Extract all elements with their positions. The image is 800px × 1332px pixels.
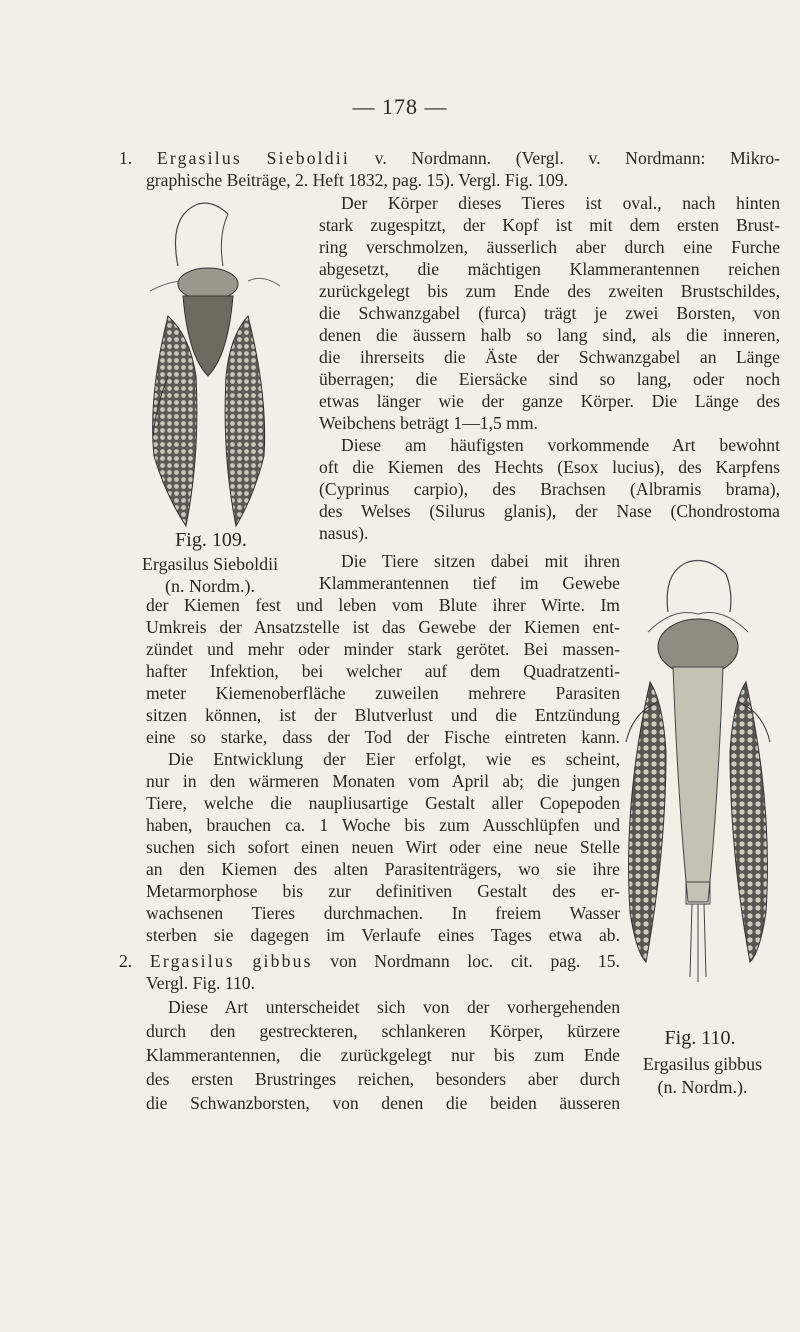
entry1-p2-line: des Welses (Silurus glanis), der Nase (Chondrostoma	[319, 501, 780, 521]
entry1-p3-line: sitzen können, ist der Blutverlust und die Entzündung	[146, 705, 620, 725]
entry1-heading-line2: graphische Beiträge, 2. Heft 1832, pag. 15). Vergl. Fig. 109.	[146, 170, 569, 190]
entry1-p1-line: etwas länger wie der ganze Körper. Die Länge des	[319, 391, 780, 411]
entry1-p4-line: Tiere, welche die naupliusartige Gestalt aller Copepoden	[146, 793, 620, 813]
entry1-p4-line: nur in den wärmeren Monaten vom April ab; die jungen	[146, 771, 620, 791]
entry1-p3-line: Umkreis der Ansatzstelle ist das Gewebe der Kiemen ent-	[146, 617, 620, 637]
entry1-p4-line: Die Entwicklung der Eier erfolgt, wie es scheint,	[168, 749, 620, 769]
entry2-heading-line1	[119, 950, 620, 972]
entry2-p1-line: des ersten Brustringes reichen, besonders aber durch	[146, 1069, 620, 1089]
entry1-p1-line: die Schwanzgabel (furca) trägt je zwei Borsten, von	[319, 303, 780, 323]
entry2-genus: Ergasilus	[149, 951, 235, 971]
entry1-p3-line: der Kiemen fest und leben vom Blute ihrer Wirte. Im	[146, 595, 620, 615]
entry2-number: 2.	[119, 951, 133, 971]
entry1-p4-line: suchen sich sofort einen neuen Wirt oder eine neue Stelle	[146, 837, 620, 857]
entry1-p2-line: Diese am häufigsten vorkommende Art bewohnt	[341, 435, 780, 455]
entry1-p1-line: Weibchens beträgt 1—1,5 mm.	[319, 413, 538, 433]
entry1-p3-line: meter Kiemenoberfläche zuweilen mehrere Parasiten	[146, 683, 620, 703]
entry1-genus: Ergasilus	[156, 148, 242, 168]
entry1-p1-line: Der Körper dieses Tieres ist oval., nach hinten	[341, 193, 780, 213]
entry1-p1-line: überragen; die Eiersäcke sind so lang, oder noch	[319, 369, 780, 389]
fig109-caption-author: (n. Nordm.).	[165, 576, 255, 596]
fig110-copepod-illustration	[618, 552, 776, 1032]
fig110-caption-species: Ergasilus gibbus	[642, 1054, 763, 1074]
entry1-p4-line: wachsenen Tieres durchmachen. In freiem Wasser	[146, 903, 620, 923]
entry1-number: 1.	[119, 148, 133, 168]
entry2-p1-line: die Schwanzborsten, von denen die beiden äusseren	[146, 1093, 620, 1113]
entry2-p1-line: Diese Art unterscheidet sich von der vorhergehenden	[168, 997, 620, 1017]
entry1-p2-line: (Cyprinus carpio), des Brachsen (Albramis brama),	[319, 479, 780, 499]
entry1-p3-line: eine so starke, dass der Tod der Fische eintreten kann.	[146, 727, 620, 747]
entry1-p4-line: an den Kiemen des alten Parasitenträgers, wo sie ihre	[146, 859, 620, 879]
entry1-p3-line: Klammerantennen tief im Gewebe	[319, 573, 620, 593]
page-number: — 178 —	[352, 94, 448, 119]
entry1-p3-line: zündet und mehr oder minder stark gerötet. Bei massen-	[146, 639, 620, 659]
entry1-p3-line: Die Tiere sitzen dabei mit ihren	[341, 551, 620, 571]
entry1-heading-line1	[119, 147, 780, 169]
entry1-p4-line: haben, brauchen ca. 1 Woche bis zum Ausschlüpfen und	[146, 815, 620, 835]
entry1-p1-line: die ihrerseits die Äste der Schwanzgabel an Länge	[319, 347, 780, 367]
entry1-p1-line: denen die äussern halb so lang sind, als die inneren,	[319, 325, 780, 345]
entry1-p1-line: stark zugespitzt, der Kopf ist mit dem ersten Brust-	[319, 215, 780, 235]
entry1-p1-line: abgesetzt, die mächtigen Klammerantennen reichen	[319, 259, 780, 279]
entry1-p2-line: oft die Kiemen des Hechts (Esox lucius), des Karpfens	[319, 457, 780, 477]
fig110-caption-author: (n. Nordm.).	[657, 1077, 748, 1097]
fig109-label: Fig. 109.	[175, 529, 247, 551]
fig109-caption-species: Ergasilus Sieboldii	[141, 554, 279, 574]
entry2-reference: von Nordmann loc. cit. pag. 15.	[330, 951, 620, 971]
entry2-heading-line2: Vergl. Fig. 110.	[146, 973, 255, 993]
entry1-p4-line: sterben sie dagegen im Verlaufe eines Tages etwa ab.	[146, 925, 620, 945]
entry2-p1-line: Klammerantennen, die zurückgelegt nur bis zum Ende	[146, 1045, 620, 1065]
entry1-p1-line: ring verschmolzen, äusserlich aber durch eine Furche	[319, 237, 780, 257]
entry1-p4-line: Metarmorphose bis zur definitiven Gestalt des er-	[146, 881, 620, 901]
fig110-label: Fig. 110.	[664, 1027, 736, 1049]
entry1-reference: v. Nordmann. (Vergl. v. Nordmann: Mikro-	[374, 148, 780, 168]
entry1-species: Sieboldii	[266, 148, 350, 168]
fig109-copepod-illustration	[138, 196, 288, 536]
entry2-p1-line: durch den gestreckteren, schlankeren Körper, kürzere	[146, 1021, 620, 1041]
entry2-species: gibbus	[252, 951, 313, 971]
entry1-p1-line: zurückgelegt bis zum Ende des zweiten Brustschildes,	[319, 281, 780, 301]
entry1-p3-line: hafter Infektion, bei welcher auf dem Quadratzenti-	[146, 661, 620, 681]
entry1-p2-line: nasus).	[319, 523, 369, 543]
